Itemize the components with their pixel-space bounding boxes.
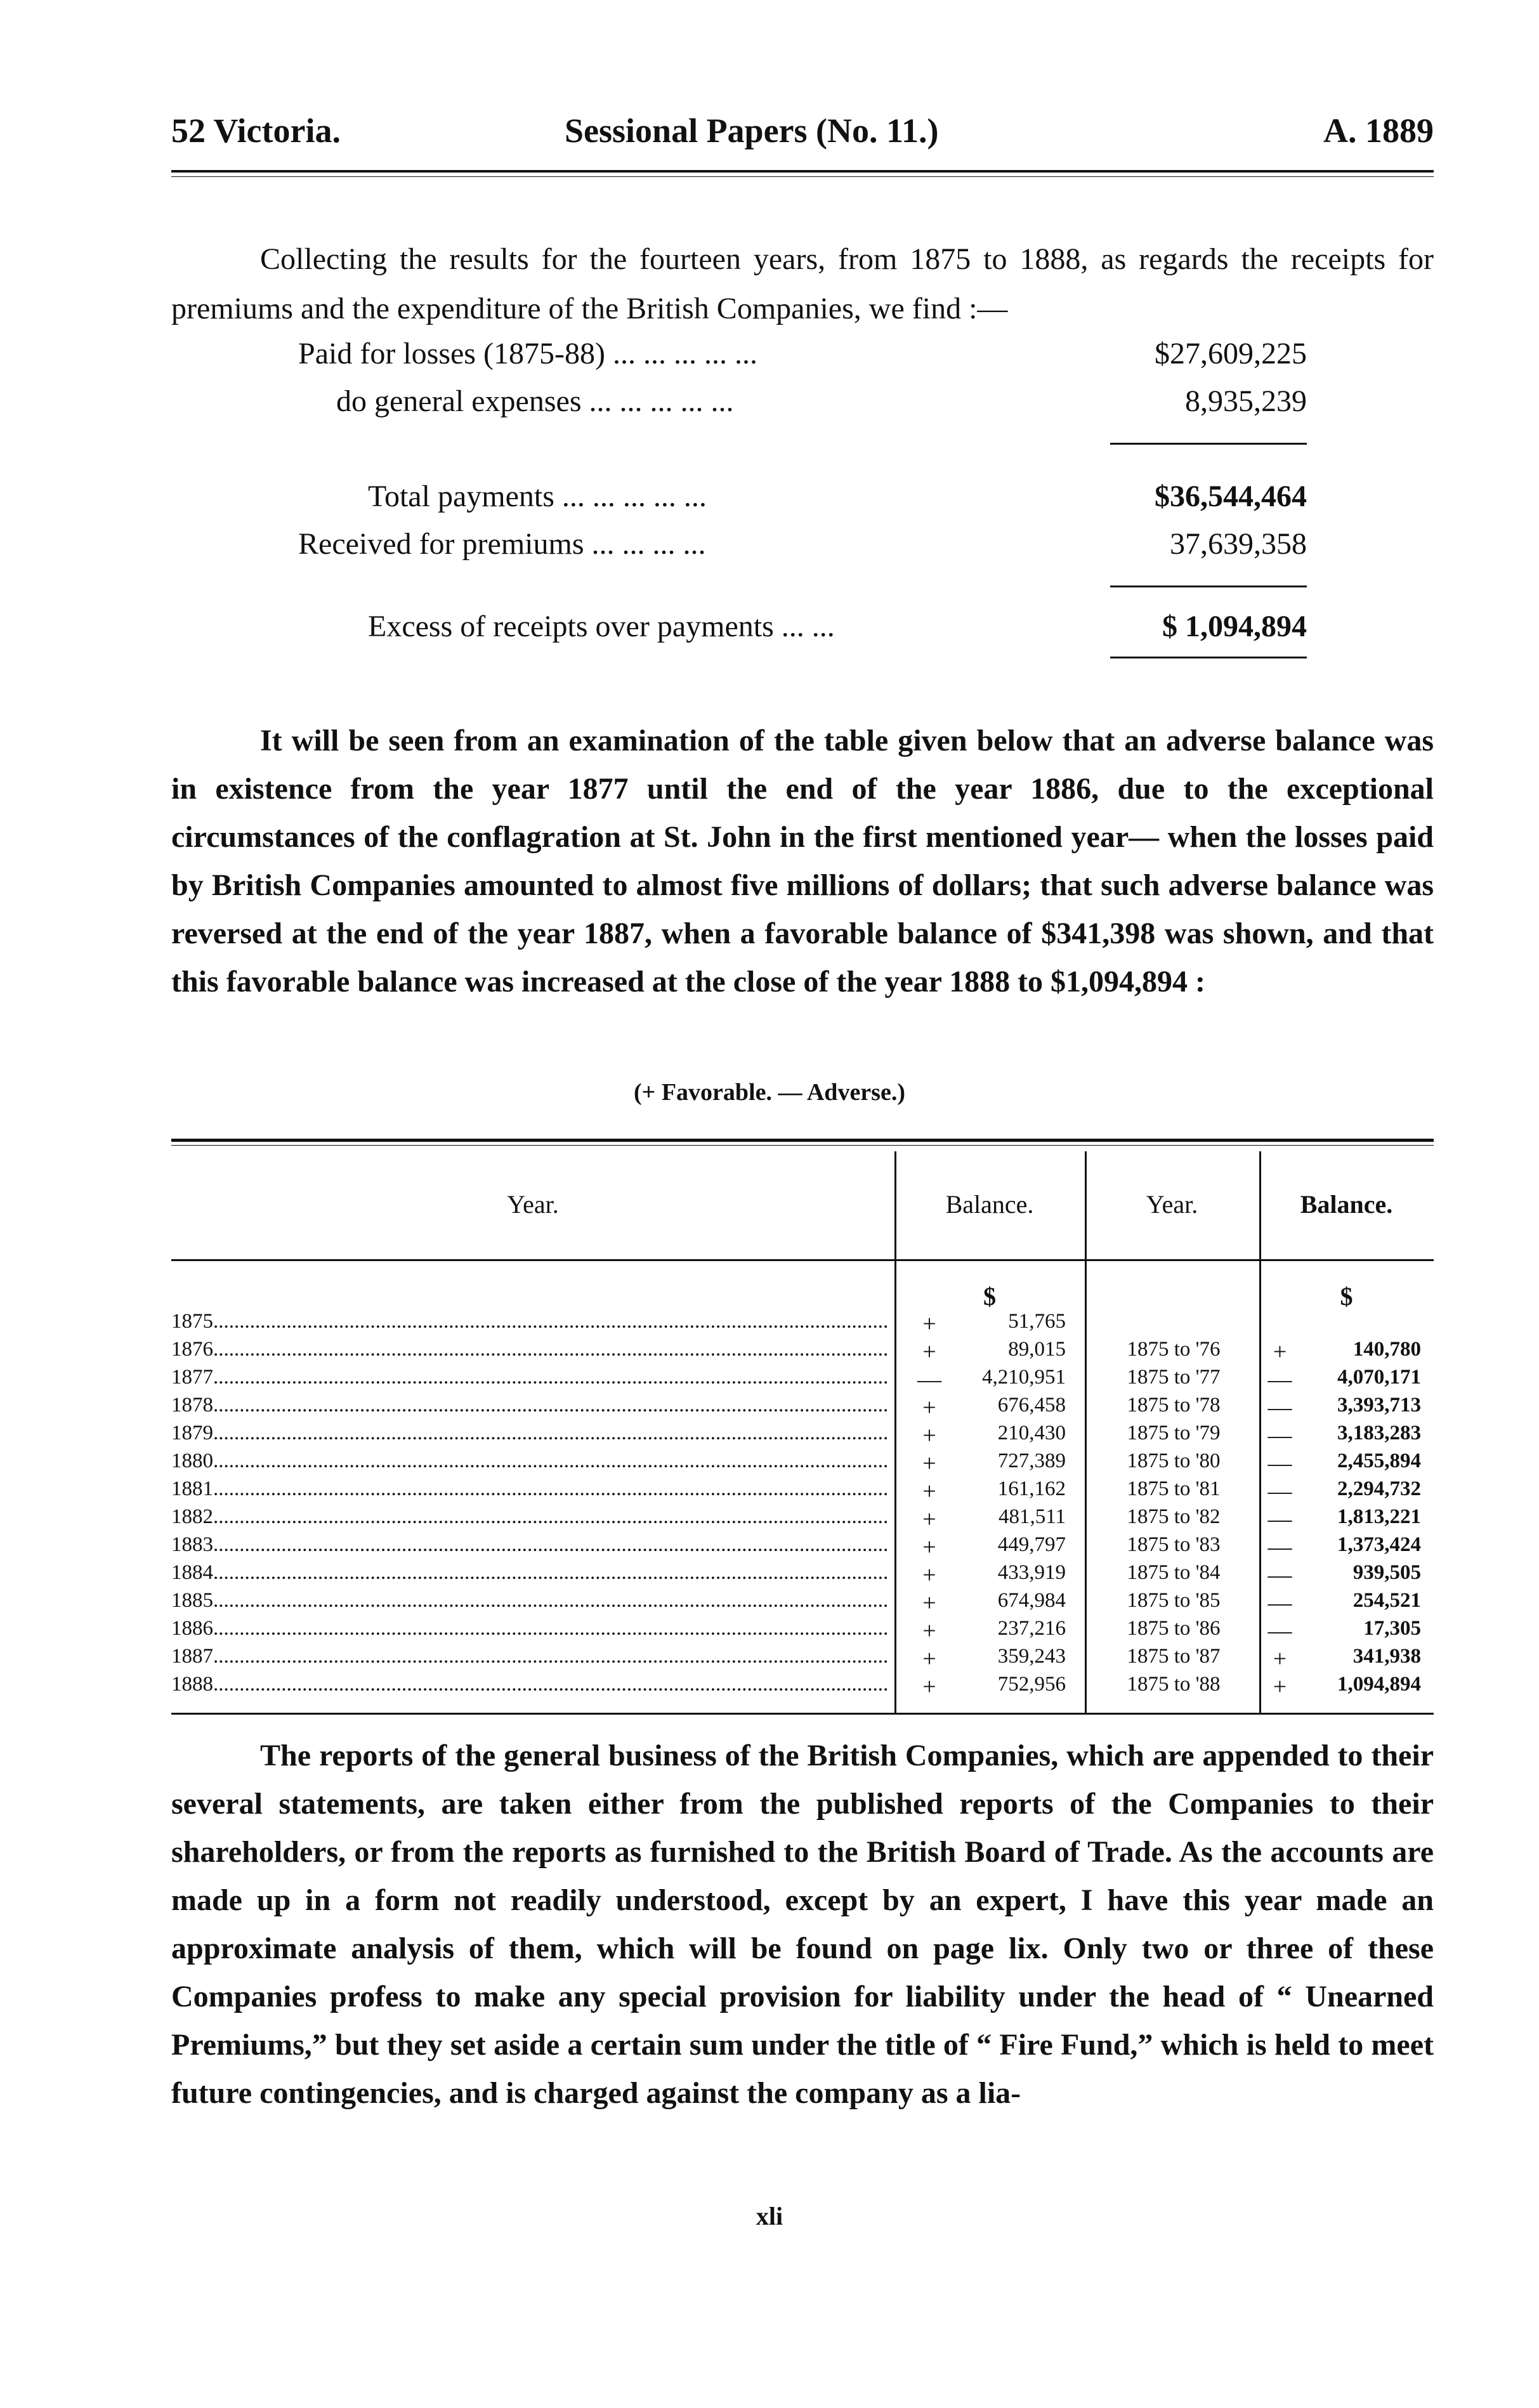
table-top-rule (171, 1139, 1434, 1142)
reports-paragraph: The reports of the general business of the British Companies, which are appended to their several statements, are taken either from the published reports of the Companies to their shareholders, or from the reports as furnished to the British Board of Trade. As the accounts are made up in a form not readily understood, except by an expert, I have this year made an approximate analysis of them, which will be found on page lix. Only two or three of these Companies profess to make any special provision for liability under the head of “ Unearned Premiums,” but they set aside a certain sum under the title of “ Fire Fund,” which is held to meet future contingencies, and is charged against the company as a lia- (171, 1739, 1434, 2110)
currency-symbol: $ (1340, 1282, 1353, 1311)
row-annual-sign: + (922, 1646, 936, 1672)
intro-paragraph: Collecting the results for the fourteen years, from 1875 to 1888, as regards the receipts for premiums and the expenditure of the British Companies, we find :— (171, 242, 1434, 325)
row-cumulative-sign: + (1273, 1673, 1287, 1700)
row-cumulative-balance: 2,294,732 (1337, 1477, 1421, 1500)
row-annual-sign: + (922, 1394, 936, 1421)
row-year-range: 1875 to '87 (1127, 1645, 1221, 1668)
row-year-range: 1875 to '79 (1127, 1422, 1221, 1444)
summary-label: Total payments ... ... ... ... ... (368, 480, 707, 513)
header-session: 52 Victoria. (171, 112, 341, 150)
row-cumulative-balance: 3,393,713 (1337, 1394, 1421, 1417)
row-year: 1880 ..... (171, 1449, 888, 1473)
row-annual-balance: 89,015 (1008, 1338, 1066, 1361)
row-year-range: 1875 to '77 (1127, 1366, 1221, 1389)
balance-table (171, 1139, 1434, 1722)
row-year-range: 1875 to '80 (1127, 1449, 1221, 1472)
header-title: Sessional Papers (No. 11.) (565, 112, 939, 150)
row-year: 1888 ..... (171, 1673, 888, 1696)
row-year: 1882 ..... (171, 1505, 888, 1529)
row-cumulative-sign: — (1267, 1618, 1292, 1644)
summary-label: Paid for losses (1875-88) ... ... ... ... ... (298, 337, 757, 370)
table-row (171, 1617, 1434, 1644)
row-cumulative-sign: — (1267, 1478, 1292, 1505)
row-annual-sign: + (922, 1338, 936, 1365)
row-annual-sign: + (922, 1422, 936, 1449)
summary-value: $36,544,464 (1155, 480, 1307, 513)
row-cumulative-sign: — (1267, 1534, 1292, 1561)
row-year: 1885 ..... (171, 1589, 888, 1613)
row-annual-sign: + (922, 1534, 936, 1561)
row-year-range: 1875 to '81 (1127, 1477, 1221, 1500)
currency-symbol: $ (983, 1282, 996, 1311)
row-cumulative-sign: + (1273, 1338, 1287, 1365)
row-annual-balance: 4,210,951 (982, 1366, 1066, 1389)
row-annual-balance: 433,919 (997, 1561, 1066, 1584)
row-year: 1887 ..... (171, 1645, 888, 1668)
row-year: 1886 ..... (171, 1617, 888, 1640)
row-year-range: 1875 to '85 (1127, 1589, 1221, 1612)
summary-value: 37,639,358 (1170, 527, 1307, 561)
row-cumulative-balance: 1,373,424 (1337, 1533, 1421, 1556)
row-cumulative-balance: 1,094,894 (1337, 1673, 1421, 1696)
summary-row-expenses (298, 384, 1307, 428)
running-header (171, 111, 1434, 162)
row-cumulative-sign: — (1267, 1590, 1292, 1616)
table-header-rule (171, 1259, 1434, 1261)
table-row (171, 1422, 1434, 1449)
row-year-range: 1875 to '83 (1127, 1533, 1221, 1556)
summary-label: do general expenses ... ... ... ... ... (336, 384, 734, 418)
row-cumulative-sign: — (1267, 1422, 1292, 1449)
table-header-year-range: Year. (1146, 1190, 1198, 1219)
header-rule (171, 170, 1434, 173)
table-legend: (+ Favorable. — Adverse.) (634, 1079, 905, 1106)
page-folio: xli (756, 2202, 783, 2230)
table-row (171, 1505, 1434, 1533)
row-annual-balance: 674,984 (997, 1589, 1066, 1612)
row-cumulative-balance: 2,455,894 (1337, 1449, 1421, 1472)
row-year-range: 1875 to '84 (1127, 1561, 1221, 1584)
table-row (171, 1533, 1434, 1561)
balance-paragraph: It will be seen from an examination of the table given below that an adverse balance was in existence from the year 1877 until the end of the year 1886, due to the exceptional circumstances of the conflagration at St. John in the first mentioned year— when the losses paid by British Companies amounted to almost five millions of dollars; that such adverse balance was reversed at the end of the year 1887, when a favorable balance of $341,398 was shown, and that this favorable balance was increased at the close of the year 1888 to $1,094,894 : (171, 724, 1434, 998)
row-annual-sign: + (922, 1478, 936, 1505)
row-annual-sign: + (922, 1618, 936, 1644)
row-cumulative-balance: 341,938 (1352, 1645, 1421, 1668)
row-cumulative-sign: — (1267, 1394, 1292, 1421)
table-row (171, 1310, 1434, 1337)
table-row (171, 1645, 1434, 1672)
row-year: 1879 ..... (171, 1422, 888, 1445)
row-cumulative-sign: + (1273, 1646, 1287, 1672)
summary-row-losses (298, 336, 1307, 381)
row-year: 1878 ..... (171, 1394, 888, 1417)
table-row (171, 1338, 1434, 1365)
row-annual-sign: + (922, 1590, 936, 1616)
table-row (171, 1366, 1434, 1393)
row-annual-sign: — (917, 1366, 941, 1393)
row-annual-balance: 727,389 (997, 1449, 1066, 1472)
row-annual-sign: + (922, 1311, 936, 1337)
row-year-range: 1875 to '86 (1127, 1617, 1221, 1640)
row-annual-balance: 359,243 (997, 1645, 1066, 1668)
row-cumulative-balance: 140,780 (1352, 1338, 1421, 1361)
row-annual-balance: 481,511 (998, 1505, 1066, 1528)
row-cumulative-balance: 3,183,283 (1337, 1422, 1421, 1444)
row-year: 1884 ..... (171, 1561, 888, 1585)
summary-value: $27,609,225 (1155, 337, 1307, 370)
row-annual-sign: + (922, 1673, 936, 1700)
table-row (171, 1449, 1434, 1477)
table-header-year: Year. (507, 1190, 559, 1219)
row-annual-balance: 752,956 (997, 1673, 1066, 1696)
row-year-range: 1875 to '76 (1127, 1338, 1221, 1361)
row-annual-balance: 51,765 (1008, 1310, 1066, 1333)
row-year: 1877 ..... (171, 1366, 888, 1389)
summary-row-received (298, 527, 1307, 571)
row-year-range: 1875 to '88 (1127, 1673, 1221, 1696)
row-cumulative-sign: — (1267, 1450, 1292, 1477)
row-annual-sign: + (922, 1450, 936, 1477)
row-year-range: 1875 to '78 (1127, 1394, 1221, 1417)
row-cumulative-sign: — (1267, 1366, 1292, 1393)
table-row (171, 1673, 1434, 1700)
table-row (171, 1589, 1434, 1616)
header-year: A. 1889 (1323, 112, 1434, 150)
summary-rule (1110, 586, 1307, 587)
row-cumulative-balance: 939,505 (1352, 1561, 1421, 1584)
table-row (171, 1561, 1434, 1588)
row-cumulative-sign: — (1267, 1562, 1292, 1588)
summary-rule (1110, 657, 1307, 658)
summary-label: Received for premiums ... ... ... ... (298, 527, 706, 561)
row-annual-sign: + (922, 1562, 936, 1588)
table-row (171, 1477, 1434, 1505)
row-annual-balance: 237,216 (997, 1617, 1066, 1640)
row-cumulative-balance: 17,305 (1363, 1617, 1421, 1640)
table-bottom-rule (171, 1713, 1434, 1715)
row-annual-balance: 449,797 (997, 1533, 1066, 1556)
table-header-cumulative-balance: Balance. (1300, 1190, 1393, 1219)
row-year: 1876 ..... (171, 1338, 888, 1361)
row-year: 1883 ..... (171, 1533, 888, 1557)
table-header-balance: Balance. (945, 1190, 1034, 1219)
row-annual-balance: 676,458 (997, 1394, 1066, 1417)
summary-value: 8,935,239 (1185, 384, 1307, 418)
row-annual-balance: 210,430 (997, 1422, 1066, 1444)
row-year-range: 1875 to '82 (1127, 1505, 1221, 1528)
summary-row-total (298, 479, 1307, 523)
row-annual-sign: + (922, 1506, 936, 1533)
row-cumulative-balance: 4,070,171 (1337, 1366, 1421, 1389)
row-year: 1875 ..... (171, 1310, 888, 1333)
row-cumulative-balance: 254,521 (1352, 1589, 1421, 1612)
table-top-rule-thin (171, 1145, 1434, 1146)
summary-label: Excess of receipts over payments ... ... (368, 610, 835, 643)
header-rule-thin (171, 176, 1434, 177)
row-annual-balance: 161,162 (997, 1477, 1066, 1500)
summary-row-excess (298, 609, 1307, 653)
row-cumulative-sign: — (1267, 1506, 1292, 1533)
summary-value: $ 1,094,894 (1162, 610, 1307, 643)
row-year: 1881 ..... (171, 1477, 888, 1501)
table-row (171, 1394, 1434, 1421)
row-cumulative-balance: 1,813,221 (1337, 1505, 1421, 1528)
summary-rule (1110, 443, 1307, 445)
